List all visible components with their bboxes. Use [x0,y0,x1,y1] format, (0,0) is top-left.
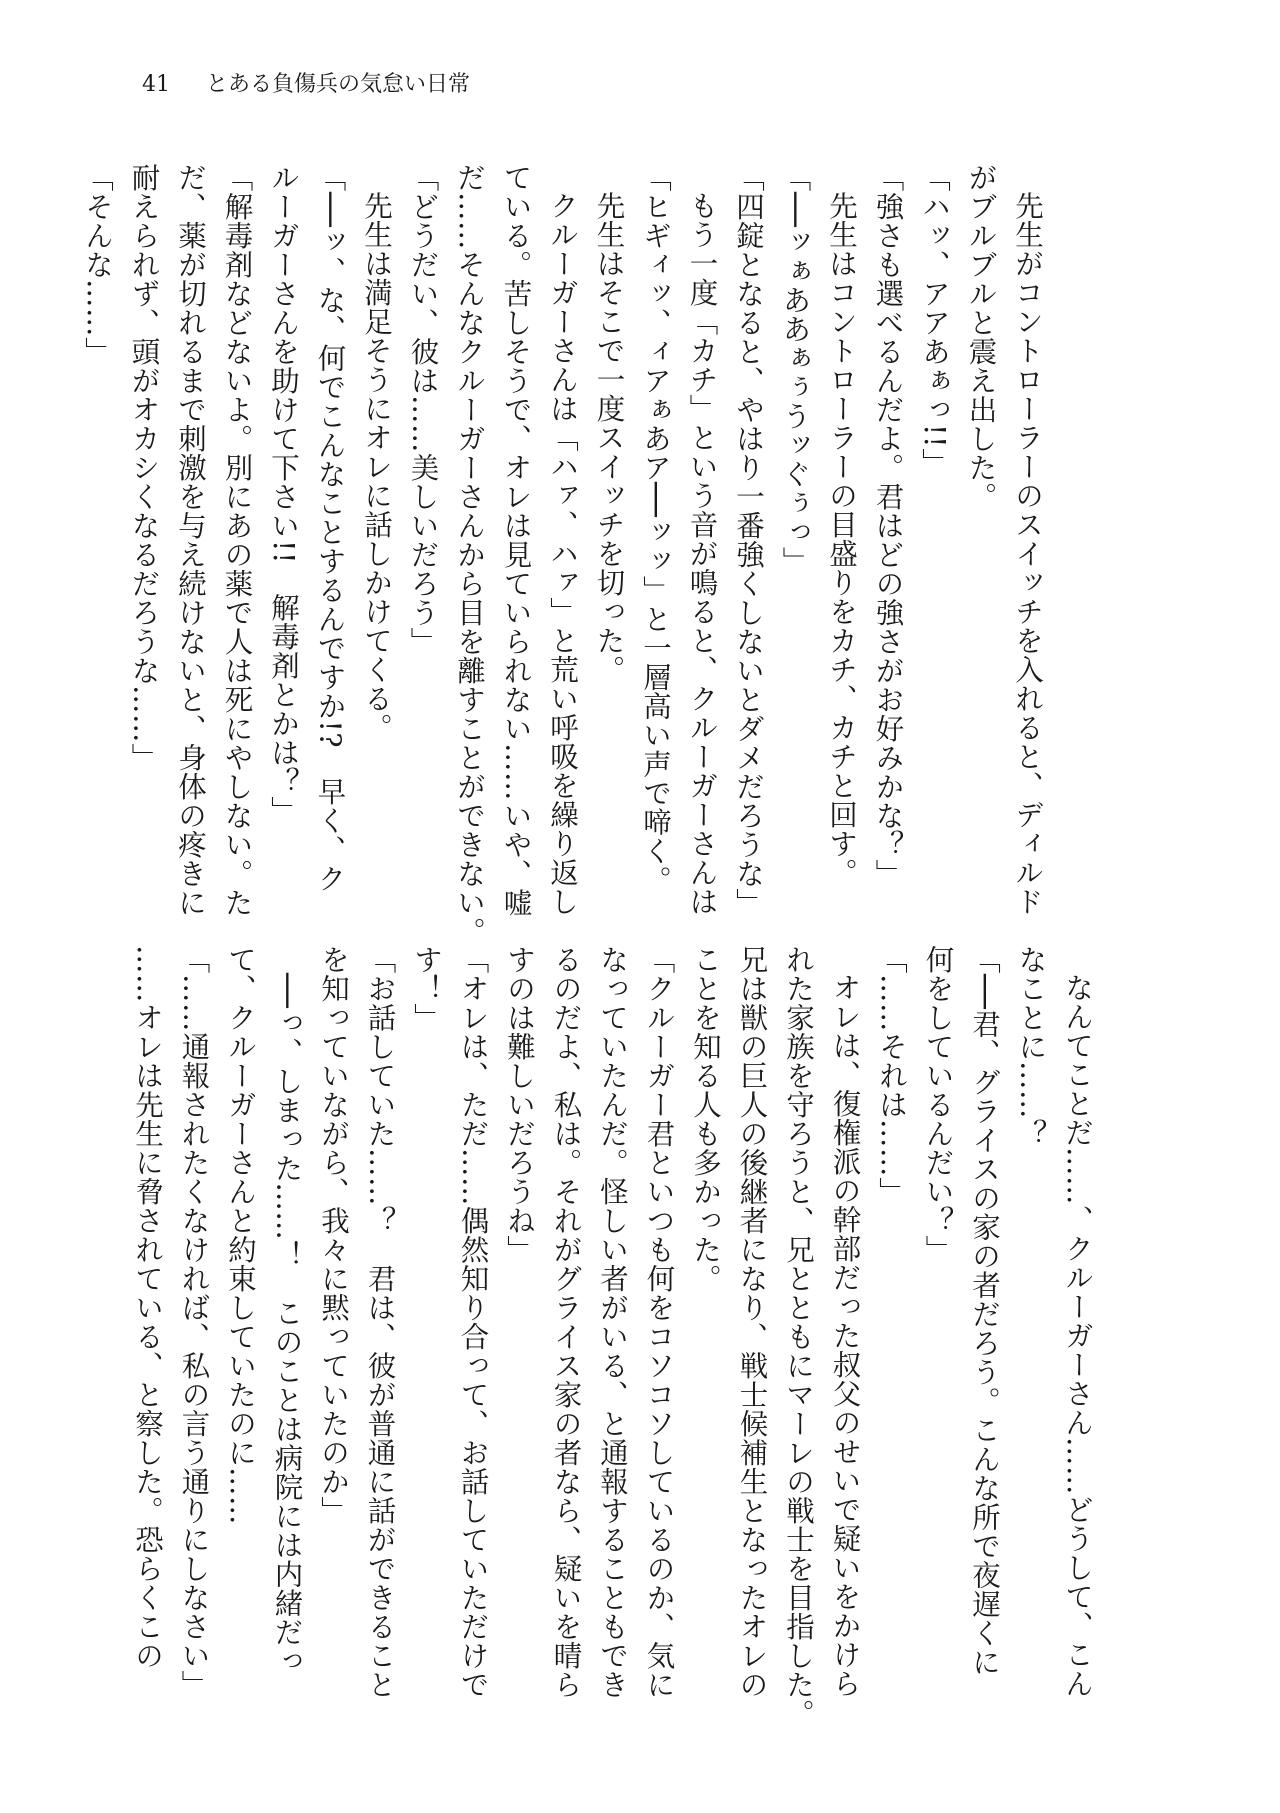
text-line: 「──君、グライスの家の者だろう。こんな所で夜遅くに [968,945,1001,1677]
text-line: ……オレは先生に脅されている、と察した。恐らくこの [131,945,164,1670]
text-line: 「……通報されたくなければ、私の言う通りにしなさい」 [177,945,211,1699]
lower-text-block [130,945,1100,1728]
text-line: なことに……？ [1014,945,1048,1148]
text-line: クルーガーさんは「ハァ、ハァ」と荒い呼吸を繰り返し [546,191,579,916]
text-line: 「クルーガー君といつも何をコソコソしているのか、気に [642,945,676,1699]
text-line: すのは難しいだろうね」 [503,945,536,1264]
text-line: 兄は獣の巨人の後継者になり、戦士候補生となったオレの [735,945,769,1699]
text-line: がブルブルと震え出した。 [964,163,998,511]
text-line: れた家族を守ろうと、兄とともにマーレの戦士を目指した。 [782,945,815,1728]
text-line: 「解毒剤などないよ。別にあの薬で人は死にやしない。た [220,163,254,917]
running-header [142,70,470,100]
text-line: ている。苦しそうで、オレは見ていられない……いや、嘘 [499,163,533,917]
text-line: オレは、復権派の幹部だった叔父のせいで疑いをかけら [828,973,862,1698]
text-line: もう一度「カチ」という音が鳴ると、クルーガーさんは [685,191,719,916]
text-line: 「オレは、ただ……偶然知り合って、お話していただけで [456,945,490,1699]
text-line: 「そんな……」 [81,163,114,366]
text-line: 何をしているんだい？」 [921,945,955,1264]
text-line: るのだよ、私は。それがグライス家の者なら、疑いを晴ら [549,945,583,1699]
text-line: なんてことだ……、クルーガーさん……どうして、こん [1061,973,1094,1698]
text-line: て、クルーガーさんと約束していたのに…… [224,945,257,1525]
text-line: ことを知る人も多かった。 [689,945,722,1293]
text-line: 先生はコントローラーの目盛りをカチ、カチと回す。 [825,191,858,887]
page-number: 41 [142,72,170,97]
text-line: を知っていながら、我々に黙っていたのか」 [317,945,350,1525]
text-line: 「──ッぁああぁぅうッぐぅっ」 [778,163,812,576]
text-line: 「──ッ、な、何でこんなことするんですか!? 早く、ク [313,163,347,894]
text-line: 「四錠となると、やはり一番強くしないとダメだろうな」 [732,163,765,917]
text-line: 「強さも選べるんだよ。君はどの強さがお好みかな？」 [871,163,905,888]
text-line: なっていたんだ。怪しい者がいる、と通報することもでき [596,945,629,1699]
text-line: 「お話していた……？ 君は、彼が普通に話ができること [363,945,397,1699]
book-title: とある負傷兵の気怠い日常 [206,72,471,97]
text-line: す！」 [410,945,443,1032]
text-line: ──っ、しまった……！ このことは病院には内緒だっ [270,973,304,1676]
text-line: 先生は満足そうにオレに話しかけてくる。 [360,191,393,742]
text-line: ルーガーさんを助けて下さい!! 解毒剤とかは？」 [267,163,300,825]
text-line: だ……そんなクルーガーさんから目を離すことができない。 [453,163,486,946]
text-line: 先生がコントローラーのスイッチを入れると、ディルド [1011,191,1044,916]
text-line: 「ヒギィッ、ィアぁあア──ッッ」と一層高い声で啼く。 [639,163,672,895]
text-line: 先生はそこで一度スイッチを切った。 [592,191,626,684]
text-line: 「……それは……」 [875,945,908,1206]
text-line: だ、薬が切れるまで刺激を与え続けないと、身体の疼きに [174,163,207,917]
text-line: 耐えられず、頭がオカシくなるだろうな……」 [127,163,161,772]
text-line: 「ハッ、アアあぁっ!!」 [918,163,951,477]
text-line: 「どうだい、彼は……美しいだろう」 [406,163,440,656]
upper-text-block [81,163,1050,946]
